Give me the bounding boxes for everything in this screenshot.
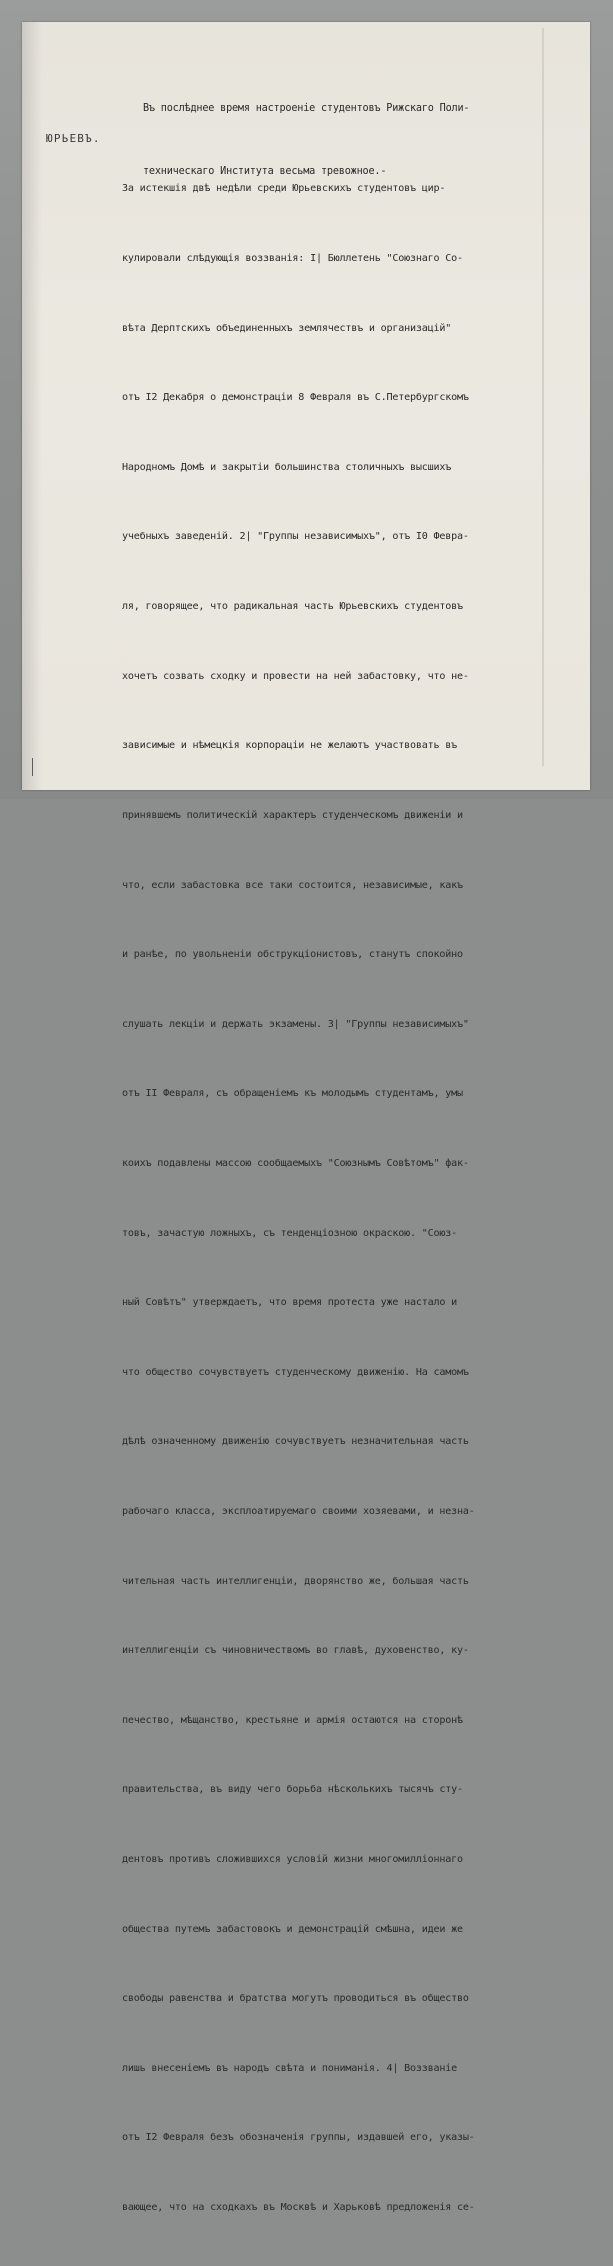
body-line: вающее, что на сходкахъ въ Москвѣ и Харьковѣ предложенія се- [122, 2202, 475, 2214]
body-line: отъ I2 Февраля безъ обозначенія группы, издавшей его, указы- [122, 2132, 475, 2144]
body-line: принявшемъ политическій характеръ студенческомъ движеніи и [122, 809, 463, 821]
intro-line: Въ послѣднее время настроеніе студентовъ Рижскаго Поли- [143, 103, 470, 114]
body-line: свободы равенства и братства могутъ проводиться въ общество [122, 1993, 469, 2005]
body-line: правительства, въ виду чего борьба нѣсколькихъ тысячъ сту- [122, 1784, 463, 1796]
body-line: общества путемъ забастовокъ и демонстрацій смѣшна, идеи же [122, 1923, 463, 1935]
body-line: лишь внесеніемъ въ народъ свѣта и пониманія. 4| Воззваніе [122, 2062, 457, 2074]
body-line: и ранѣе, по увольненіи обструкціонистовъ, станутъ спокойно [122, 949, 463, 961]
body-line: дентовъ противъ сложившихся условій жизни многомилліоннаго [122, 1854, 463, 1866]
body-line: учебныхъ заведеній. 2| "Группы независимыхъ", отъ I0 Феврa- [122, 531, 469, 543]
body-line: Народномъ Домѣ и закрытіи большинства столичныхъ высшихъ [122, 461, 452, 473]
sheet-edge-line [542, 28, 544, 766]
body-line: слушать лекціи и держать экзамены. 3| "Группы независимыхъ" [122, 1018, 469, 1030]
sheet-shadow [22, 22, 42, 790]
body-line: За истекшія двѣ недѣли среди Юрьевскихъ студентовъ цир- [122, 183, 446, 195]
body-line: печество, мѣщанство, крестьяне и армія остаются на сторонѣ [122, 1714, 463, 1726]
intro-line: техническаго Института весьма тревожное.- [143, 166, 387, 177]
body-line: зависимые и нѣмецкія корпораціи не желаютъ участвовать въ [122, 740, 457, 752]
body-line: товъ, зачастую ложныхъ, съ тенденціозною окраскою. "Союз- [122, 1227, 457, 1239]
body-line: ля, говорящее, что радикальная часть Юрьевскихъ студентовъ [122, 601, 463, 613]
body-line: что, если забастовка все таки состоится, независимые, какъ [122, 879, 463, 891]
city-heading: ЮРЬЕВЪ. [46, 132, 101, 145]
document-sheet [22, 22, 590, 2214]
body-line: отъ II Февраля, съ обращеніемъ къ молодымъ студентамъ, умы [122, 1088, 463, 1100]
body-paragraph [122, 131, 475, 2266]
body-line: рабочаго класса, эксплоатируемаго своими хозяевами, и незна- [122, 1505, 475, 1517]
body-line: отъ I2 Декабря о демонстраціи 8 Февраля въ С.Петербургскомъ [122, 392, 469, 404]
body-line: кулировали слѣдующія воззванія: I| Бюллетень "Союзнаго Со- [122, 253, 463, 265]
body-line: что общество сочувствуетъ студенческому движенію. На самомъ [122, 1366, 469, 1378]
body-line: чительная часть интеллигенціи, дворянство же, большая часть [122, 1575, 469, 1587]
body-line: интеллигенціи съ чиновничествомъ во главѣ, духовенство, ку- [122, 1645, 469, 1657]
body-line: коихъ подавлены массою сообщаемыхъ "Союзнымъ Совѣтомъ" фак- [122, 1157, 469, 1169]
body-line: дѣлѣ означенному движенію сочувствуетъ незначительная часть [122, 1436, 469, 1448]
body-line: ный Совѣтъ" утверждаетъ, что время протеста уже настало и [122, 1297, 457, 1309]
margin-mark [32, 758, 33, 776]
body-line: хочетъ созвать сходку и провести на ней забастовку, что не- [122, 670, 469, 682]
body-line: вѣта Дерптскихъ объединенныхъ землячествъ и организацій" [122, 322, 452, 334]
